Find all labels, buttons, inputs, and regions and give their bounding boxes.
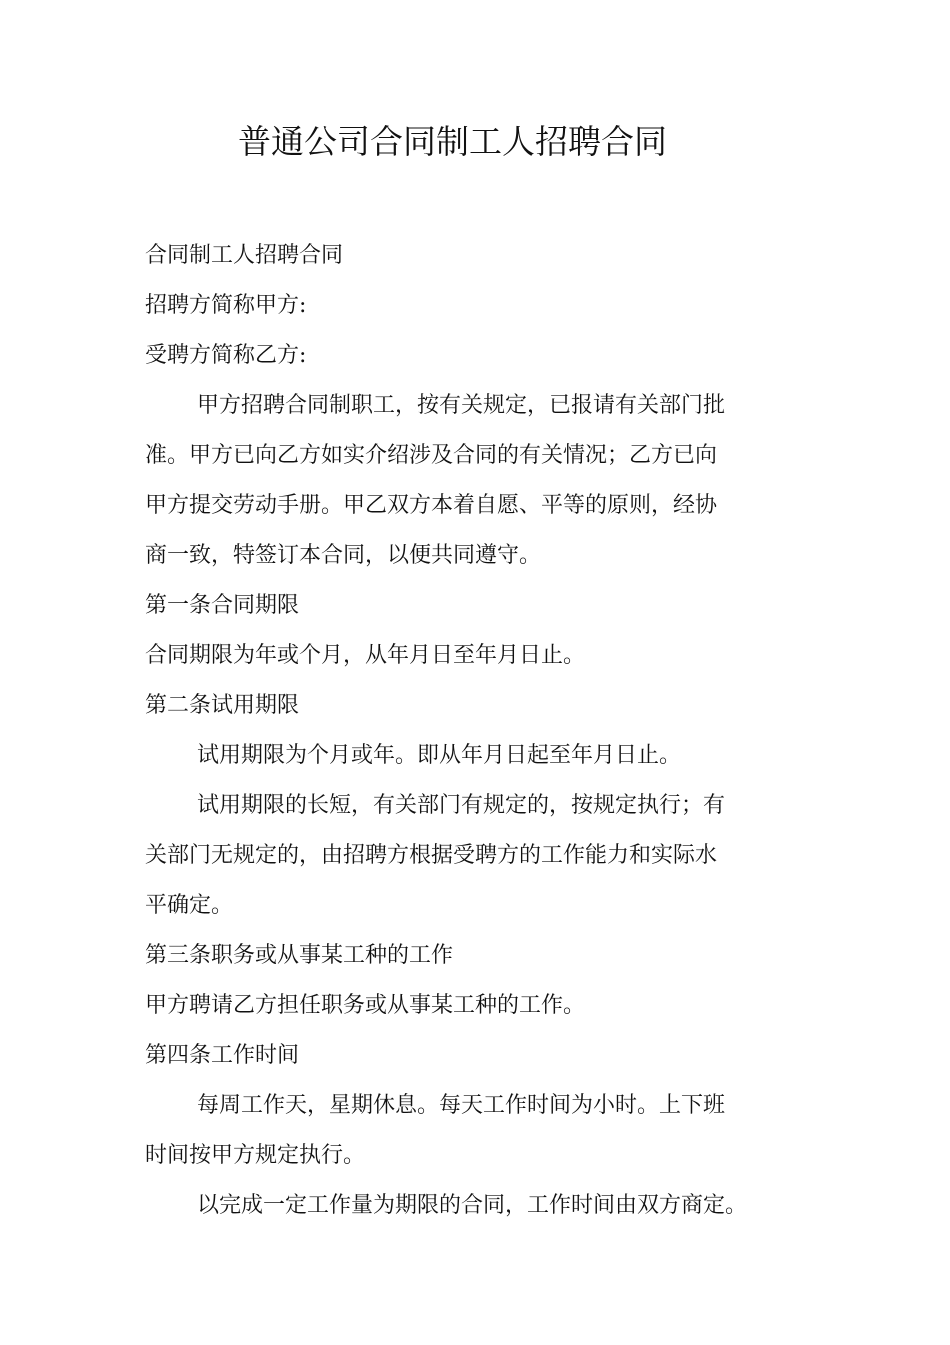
section-heading: 第三条职务或从事某工种的工作 <box>145 943 454 968</box>
document-title: 普通公司合同制工人招聘合同 <box>238 122 667 161</box>
body-line: 甲方聘请乙方担任职务或从事某工种的工作。 <box>145 993 586 1018</box>
body-line: 平确定。 <box>145 893 234 918</box>
body-line: 甲方招聘合同制职工，按有关规定，已报请有关部门批 <box>197 393 726 418</box>
body-line: 以完成一定工作量为期限的合同，工作时间由双方商定。 <box>197 1193 748 1218</box>
body-line: 招聘方简称甲方: <box>145 293 307 318</box>
body-line: 受聘方简称乙方: <box>145 343 307 368</box>
body-line: 合同制工人招聘合同 <box>145 243 344 268</box>
section-heading: 第二条试用期限 <box>145 693 300 718</box>
body-line: 甲方提交劳动手册。甲乙双方本着自愿、平等的原则，经协 <box>145 493 718 518</box>
body-line: 关部门无规定的，由招聘方根据受聘方的工作能力和实际水 <box>145 843 718 868</box>
section-heading: 第四条工作时间 <box>145 1043 300 1068</box>
body-line: 合同期限为年或个月，从年月日至年月日止。 <box>145 643 586 668</box>
body-line: 时间按甲方规定执行。 <box>145 1143 366 1168</box>
body-line: 试用期限为个月或年。即从年月日起至年月日止。 <box>197 743 682 768</box>
body-line: 商一致，特签订本合同，以便共同遵守。 <box>145 543 542 568</box>
body-line: 准。甲方已向乙方如实介绍涉及合同的有关情况；乙方已向 <box>145 443 718 468</box>
body-line: 试用期限的长短，有关部门有规定的，按规定执行；有 <box>197 793 726 818</box>
document-body <box>145 231 785 1231</box>
body-line: 每周工作天，星期休息。每天工作时间为小时。上下班 <box>197 1093 726 1118</box>
section-heading: 第一条合同期限 <box>145 593 300 618</box>
